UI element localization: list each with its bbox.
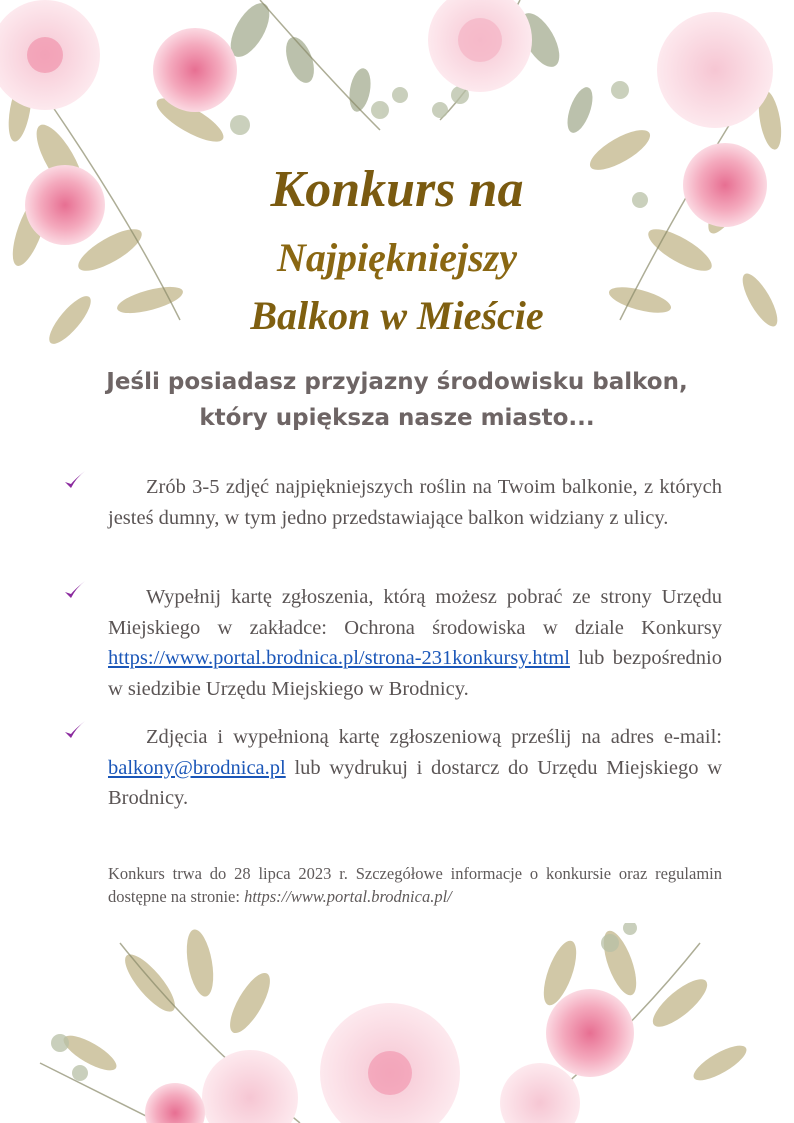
step-2-text-before: Wypełnij kartę zgłoszenia, którą możesz pobrać ze strony Urzędu Miejskiego w zakładce: Ochrona środowiska w dziale Konkursy [108, 586, 722, 639]
footer-text: Konkurs trwa do 28 lipca 2023 r. Szczegółowe informacje o konkursie oraz regulamin dostępne na stronie: [108, 864, 722, 906]
footer-url: https://www.portal.brodnica.pl/ [244, 887, 452, 906]
step-3-text [108, 722, 722, 814]
step-3 [62, 722, 722, 814]
title-line-2: Najpiękniejszy [277, 235, 517, 280]
lead-line-1: Jeśli posiadasz przyjazny środowisku balkon, [106, 369, 688, 395]
step-2-text [108, 582, 722, 704]
step-2 [62, 582, 722, 704]
step-1 [62, 472, 722, 533]
lead-line-2: który upiększa nasze miasto... [199, 405, 595, 431]
step-2-text-after: lub bezpośrednio w siedzibie Urzędu Miejskiego w Brodnicy. [108, 647, 722, 700]
step-1-text: Zrób 3-5 zdjęć najpiękniejszych roślin na Twoim balkonie, z których jesteś dumny, w tym jedno przedstawiające balkon widziany z ulicy. [108, 476, 722, 529]
step-3-text-before: Zdjęcia i wypełnioną kartę zgłoszeniową prześlij na adres e-mail: [146, 726, 722, 748]
checkmark-icon [62, 578, 88, 604]
title-line-3: Balkon w Mieście [250, 293, 544, 338]
lead-text [0, 364, 794, 436]
email-link[interactable]: balkony@brodnica.pl [108, 756, 286, 779]
footer-note [108, 862, 722, 908]
title-line-1: Konkurs na [270, 161, 524, 218]
checkmark-icon [62, 468, 88, 494]
form-download-link[interactable]: https://www.portal.brodnica.pl/strona-231konkursy.html [108, 647, 570, 669]
floral-decoration-bottom-icon [0, 923, 794, 1123]
checkmark-icon [62, 718, 88, 744]
step-3-text-after: lub wydrukuj i dostarcz do Urzędu Miejskiego w Brodnicy. [108, 756, 723, 809]
